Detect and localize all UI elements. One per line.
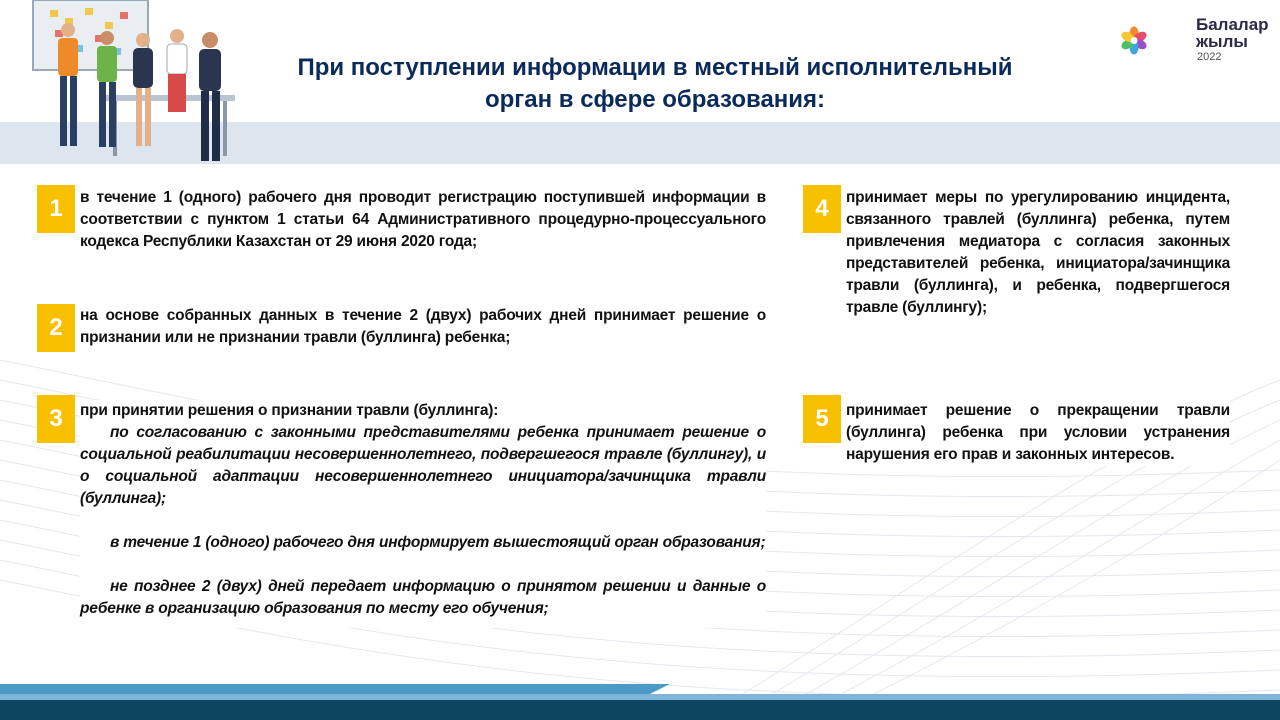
step-number-5: 5 bbox=[803, 395, 841, 443]
step-card-3 bbox=[80, 400, 766, 628]
step-text-4: принимает меры по урегулированию инцидента, связанного травлей (буллинга) ребенка, путем привлечения медиатора с согласия законных представителей ребенка, инициатора/зачинщика травли (буллинга), и ребенка, подвергшегося травле (буллингу); bbox=[846, 189, 1230, 316]
balalar-zhyly-logo bbox=[1118, 10, 1198, 72]
step-card-4 bbox=[846, 187, 1230, 319]
step-sub-3-3: не позднее 2 (двух) дней передает информацию о принятом решении и данные о ребенке в организацию образования по месту его обучения; bbox=[80, 578, 766, 617]
footer-stripe-accent bbox=[0, 684, 670, 694]
logo-text bbox=[1196, 16, 1269, 50]
logo-line-1: Балалар bbox=[1196, 15, 1269, 34]
step-sub-3-2: в течение 1 (одного) рабочего дня информирует вышестоящий орган образования; bbox=[110, 534, 766, 551]
step-text-2: на основе собранных данных в течение 2 (двух) рабочих дней принимает решение о признании или не признании травли (буллинга) ребенка; bbox=[80, 307, 766, 346]
step-number-4: 4 bbox=[803, 185, 841, 233]
logo-line-2: жылы bbox=[1196, 32, 1248, 51]
step-text-5: принимает решение о прекращении травли (буллинга) ребенка при условии устранения нарушения его прав и законных интересов. bbox=[846, 402, 1230, 463]
step-sub-3-1: по согласованию с законными представителями ребенка принимает решение о социальной реабилитации несовершеннолетнего, подвергшегося травле (буллингу), и о социальной адаптации несовершеннолетнего инициатора/зачинщика травли (буллинга); bbox=[80, 424, 766, 507]
logo-year: 2022 bbox=[1197, 51, 1222, 63]
team-illustration bbox=[25, 0, 240, 165]
step-text-1: в течение 1 (одного) рабочего дня проводит регистрацию поступившей информации в соответствии с пунктом 1 статьи 64 Административного процедурно-процессуального кодекса Республики Казахстан от 29 июня 2020 года; bbox=[80, 189, 766, 250]
step-card-2 bbox=[80, 305, 766, 349]
footer-bar bbox=[0, 700, 1280, 720]
step-card-5 bbox=[846, 400, 1230, 466]
step-number-2: 2 bbox=[37, 304, 75, 352]
step-number-3: 3 bbox=[37, 395, 75, 443]
step-card-1 bbox=[80, 187, 766, 253]
title-line-2: орган в сфере образования: bbox=[484, 86, 826, 113]
page-title bbox=[240, 52, 1070, 116]
title-line-1: При поступлении информации в местный исполнительный bbox=[297, 54, 1013, 81]
step-intro-3: при принятии решения о признании травли (буллинга): bbox=[80, 402, 499, 419]
step-number-1: 1 bbox=[37, 185, 75, 233]
